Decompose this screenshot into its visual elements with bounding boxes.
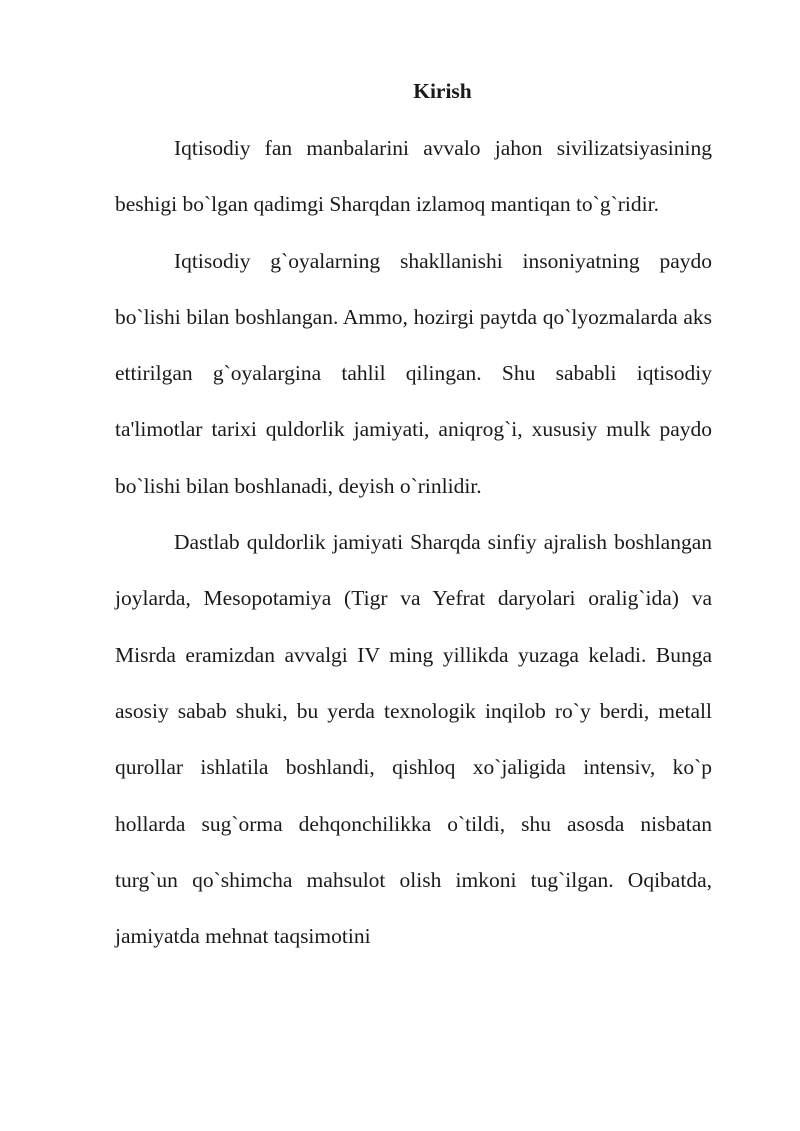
paragraph-2: Iqtisodiy g`oyalarning shakllanishi insoniyatning paydo bo`lishi bilan boshlangan. Ammo, hozirgi paytda qo`lyozmalarda aks ettirilgan g`oyalargina tahlil qilingan. Shu sababli iqtisodiy ta'limotlar tarixi quldorlik jamiyati, aniqrog`i, xususiy mulk paydo bo`lishi bilan boshlanadi, deyish o`rinlidir.	[115, 248, 712, 498]
document-body	[115, 62, 712, 964]
paragraph-3: Dastlab quldorlik jamiyati Sharqda sinfiy ajralish boshlangan joylarda, Mesopotamiya (Tigr va Yefrat daryolari oralig`ida) va Misrda eramizdan avvalgi IV ming yillikda yuzaga keladi. Bunga asosiy sabab shuki, bu yerda texnologik inqilob ro`y berdi, metall qurollar ishlatila boshlandi, qishloq xo`jaligida intensiv, ko`p hollarda sug`orma dehqonchilikka o`tildi, shu asosda nisbatan turg`un qo`shimcha mahsulot olish imkoni tug`ilgan. Oqibatda, jamiyatda mehnat taqsimotini	[115, 530, 712, 949]
document-title: Kirish	[413, 79, 472, 103]
paragraph-1: Iqtisodiy fan manbalarini avvalo jahon sivilizatsiyasining beshigi bo`lgan qadimgi Sharqdan izlamoq mantiqan to`g`ridir.	[115, 136, 712, 217]
